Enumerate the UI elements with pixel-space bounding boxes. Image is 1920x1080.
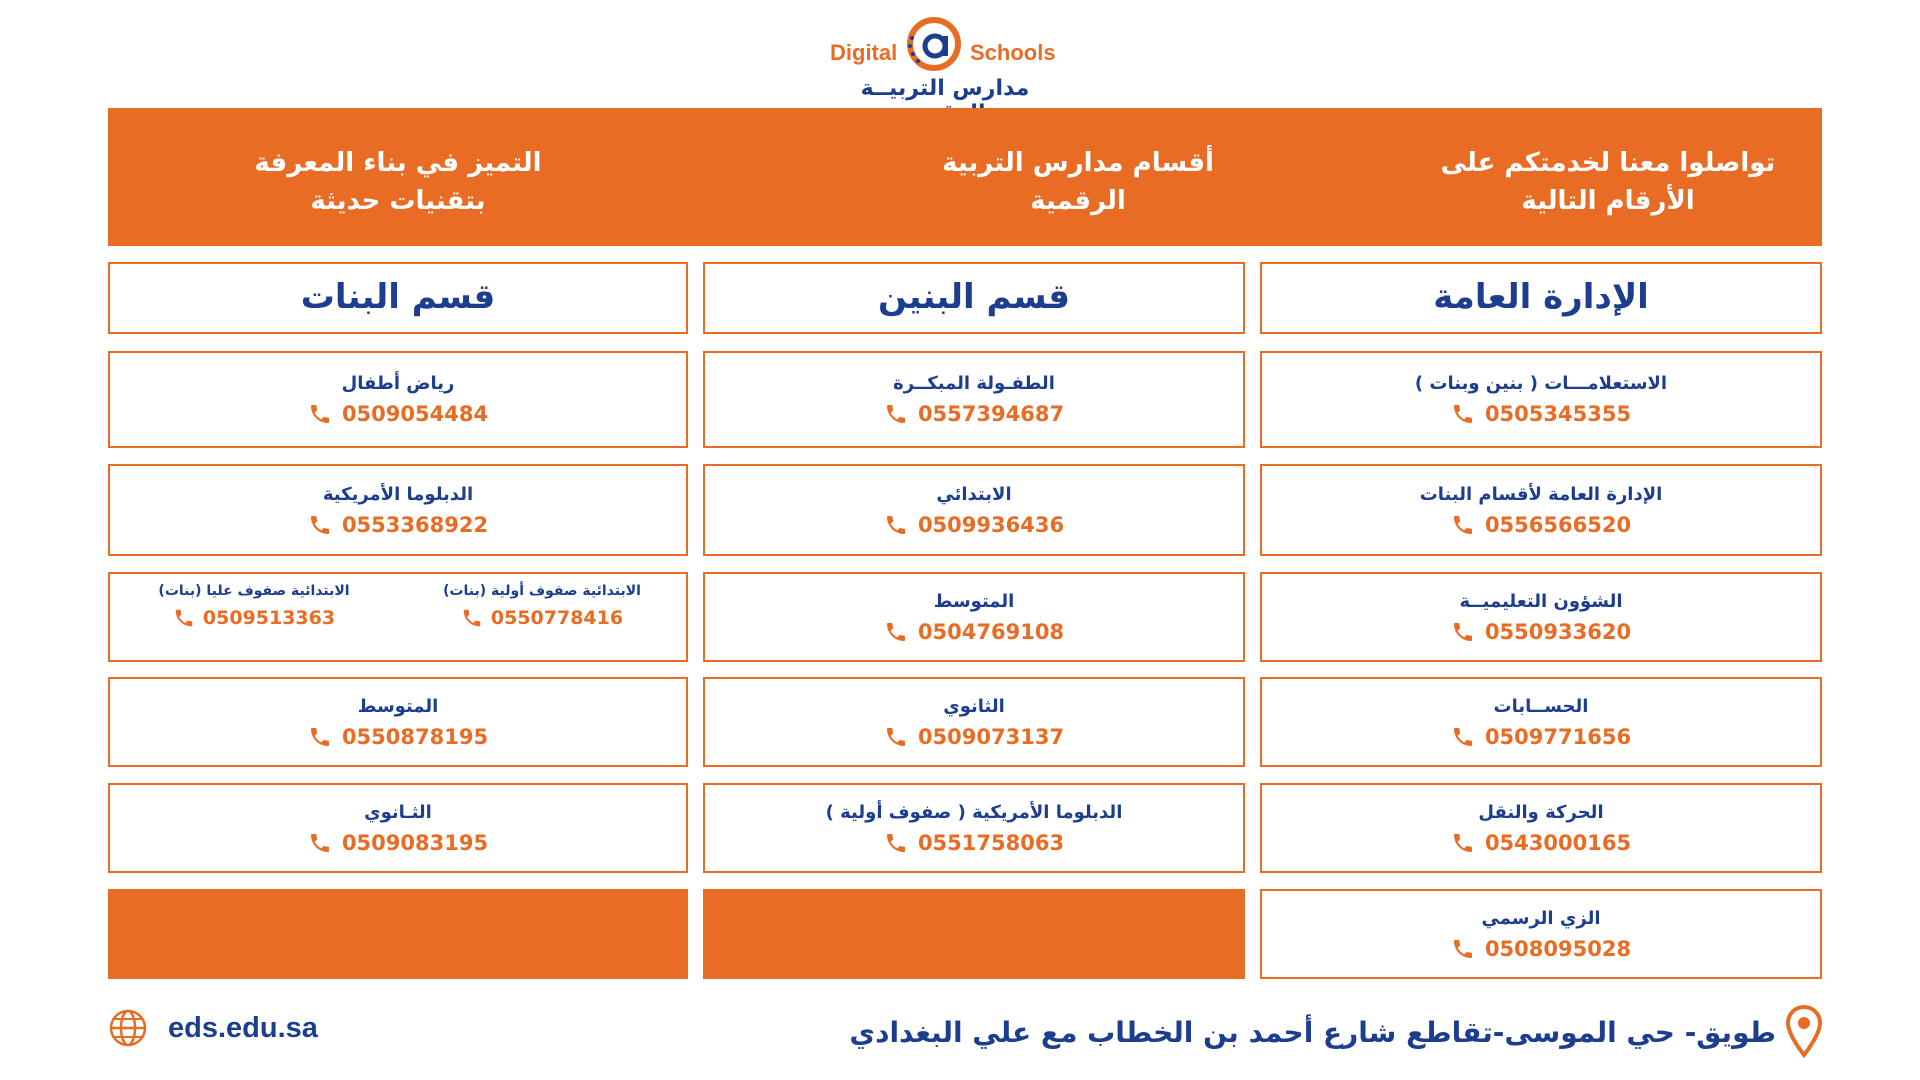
phone-icon bbox=[1451, 937, 1475, 961]
girls-american-diploma-phone[interactable] bbox=[308, 513, 488, 537]
admin-girls-management-label: الإدارة العامة لأقسام البنات bbox=[1419, 483, 1663, 505]
phone-number: 0543000165 bbox=[1484, 830, 1632, 855]
girls-primary-upper-label: الابتدائية صفوف عليا (بنات) bbox=[158, 583, 350, 599]
phone-icon bbox=[1451, 402, 1475, 426]
boys-primary bbox=[703, 464, 1245, 556]
phone-icon bbox=[308, 725, 332, 749]
admin-uniform bbox=[1260, 889, 1822, 979]
boys-secondary bbox=[703, 677, 1245, 767]
banner-departments bbox=[808, 144, 1348, 220]
phone-icon bbox=[1451, 725, 1475, 749]
phone-number: 0508095028 bbox=[1484, 936, 1632, 961]
phone-icon bbox=[173, 607, 195, 629]
phone-number: 0509073137 bbox=[917, 724, 1065, 749]
phone-icon bbox=[884, 402, 908, 426]
phone-number: 0553368922 bbox=[341, 512, 489, 537]
admin-accounts bbox=[1260, 677, 1822, 767]
girls-filler-block bbox=[108, 889, 688, 979]
boys-filler-block bbox=[703, 889, 1245, 979]
admin-educational-affairs-phone[interactable] bbox=[1451, 620, 1631, 644]
phone-icon bbox=[308, 513, 332, 537]
admin-girls-management bbox=[1260, 464, 1822, 556]
admin-inquiries bbox=[1260, 351, 1822, 448]
admin-inquiries-label: الاستعلامـــات ( بنين وبنات ) bbox=[1414, 373, 1668, 394]
girls-american-diploma-label: الدبلوما الأمريكية bbox=[322, 483, 474, 505]
phone-icon bbox=[884, 620, 908, 644]
boys-early-childhood-phone[interactable] bbox=[884, 402, 1064, 426]
phone-number: 0509083195 bbox=[341, 830, 489, 855]
banner-contact-line2: الأرقام التالية bbox=[1521, 186, 1695, 216]
phone-number: 0509936436 bbox=[917, 512, 1065, 537]
girls-american-diploma bbox=[108, 464, 688, 556]
logo-text-digital: Digital bbox=[830, 40, 898, 65]
girls-intermediate-phone[interactable] bbox=[308, 725, 488, 749]
banner-departments-line2: الرقمية bbox=[1030, 186, 1126, 216]
location-pin-icon bbox=[1786, 1005, 1822, 1059]
phone-icon bbox=[461, 607, 483, 629]
phone-icon bbox=[308, 831, 332, 855]
boys-secondary-label: الثانوي bbox=[943, 695, 1005, 717]
header-banner bbox=[108, 108, 1822, 246]
admin-transport bbox=[1260, 783, 1822, 873]
logo bbox=[830, 14, 1090, 101]
boys-header: قسم البنين bbox=[703, 262, 1245, 334]
admin-educational-affairs bbox=[1260, 572, 1822, 662]
phone-icon bbox=[1451, 831, 1475, 855]
phone-number: 0504769108 bbox=[917, 619, 1065, 644]
banner-slogan-line1: التميز في بناء المعرفة bbox=[254, 148, 542, 178]
admin-header: الإدارة العامة bbox=[1260, 262, 1822, 334]
phone-icon bbox=[884, 831, 908, 855]
admin-inquiries-phone[interactable] bbox=[1451, 402, 1631, 426]
boys-american-diploma-phone[interactable] bbox=[884, 831, 1064, 855]
banner-departments-line1: أقسام مدارس التربية bbox=[942, 148, 1214, 178]
globe-icon bbox=[108, 1008, 148, 1048]
phone-icon bbox=[1451, 513, 1475, 537]
boys-early-childhood bbox=[703, 351, 1245, 448]
girls-header: قسم البنات bbox=[108, 262, 688, 334]
logo-arabic-name: مدارس التربيــة bbox=[860, 76, 1030, 101]
girls-primary-lower-label: الابتدائية صفوف أولية (بنات) bbox=[443, 583, 641, 599]
phone-icon bbox=[884, 725, 908, 749]
phone-icon bbox=[1451, 620, 1475, 644]
boys-intermediate-phone[interactable] bbox=[884, 620, 1064, 644]
girls-intermediate bbox=[108, 677, 688, 767]
footer-website[interactable] bbox=[108, 1008, 318, 1048]
phone-icon bbox=[308, 402, 332, 426]
admin-uniform-label: الزي الرسمي bbox=[1481, 907, 1601, 929]
girls-secondary-label: الثـانوي bbox=[364, 801, 432, 823]
girls-primary-lower bbox=[437, 582, 647, 629]
girls-primary-lower-phone[interactable] bbox=[461, 607, 623, 629]
phone-number: 0550778416 bbox=[490, 607, 624, 629]
phone-number: 0550933620 bbox=[1484, 619, 1632, 644]
boys-primary-label: الابتدائي bbox=[936, 483, 1012, 505]
banner-slogan-line2: بتقنيات حديثة bbox=[310, 186, 486, 216]
footer-address bbox=[849, 1005, 1822, 1059]
boys-intermediate bbox=[703, 572, 1245, 662]
boys-early-childhood-label: الطفـولة المبكــرة bbox=[893, 373, 1055, 394]
address-text: طويق- حي الموسى-تقاطع شارع أحمد بن الخطاب مع علي البغدادي bbox=[849, 1015, 1776, 1049]
phone-number: 0505345355 bbox=[1484, 402, 1632, 426]
girls-primary-upper-phone[interactable] bbox=[173, 607, 335, 629]
girls-kindergarten bbox=[108, 351, 688, 448]
phone-number: 0551758063 bbox=[917, 830, 1065, 855]
boys-intermediate-label: المتوسط bbox=[933, 590, 1015, 612]
girls-intermediate-label: المتوسط bbox=[357, 695, 439, 717]
boys-secondary-phone[interactable] bbox=[884, 725, 1064, 749]
banner-slogan bbox=[178, 144, 618, 220]
phone-number: 0509771656 bbox=[1484, 724, 1632, 749]
girls-secondary bbox=[108, 783, 688, 873]
girls-primary bbox=[108, 572, 688, 662]
girls-secondary-phone[interactable] bbox=[308, 831, 488, 855]
admin-transport-phone[interactable] bbox=[1451, 831, 1631, 855]
boys-american-diploma-label: الدبلوما الأمريكية ( صفوف أولية ) bbox=[825, 801, 1123, 823]
website-link[interactable]: eds.edu.sa bbox=[168, 1011, 318, 1044]
admin-accounts-phone[interactable] bbox=[1451, 725, 1631, 749]
girls-kindergarten-label: رياض أطفال bbox=[341, 373, 455, 394]
admin-educational-affairs-label: الشؤون التعليميــة bbox=[1459, 590, 1623, 612]
banner-contact bbox=[1398, 144, 1818, 220]
phone-number: 0509513363 bbox=[202, 607, 336, 629]
phone-number: 0557394687 bbox=[917, 402, 1065, 426]
girls-primary-upper bbox=[149, 582, 359, 629]
admin-girls-management-phone[interactable] bbox=[1451, 513, 1631, 537]
phone-number: 0556566520 bbox=[1484, 512, 1632, 537]
logo-text-schools: Schools bbox=[970, 40, 1056, 65]
boys-american-diploma bbox=[703, 783, 1245, 873]
phone-number: 0550878195 bbox=[341, 724, 489, 749]
girls-kindergarten-phone[interactable] bbox=[308, 402, 488, 426]
phone-number: 0509054484 bbox=[341, 402, 489, 426]
banner-contact-line1: تواصلوا معنا لخدمتكم على bbox=[1440, 148, 1776, 178]
logo-at-icon bbox=[906, 16, 962, 72]
boys-primary-phone[interactable] bbox=[884, 513, 1064, 537]
admin-transport-label: الحركة والنقل bbox=[1478, 801, 1604, 823]
phone-icon bbox=[884, 513, 908, 537]
admin-uniform-phone[interactable] bbox=[1451, 937, 1631, 961]
admin-accounts-label: الحســابات bbox=[1493, 695, 1589, 717]
